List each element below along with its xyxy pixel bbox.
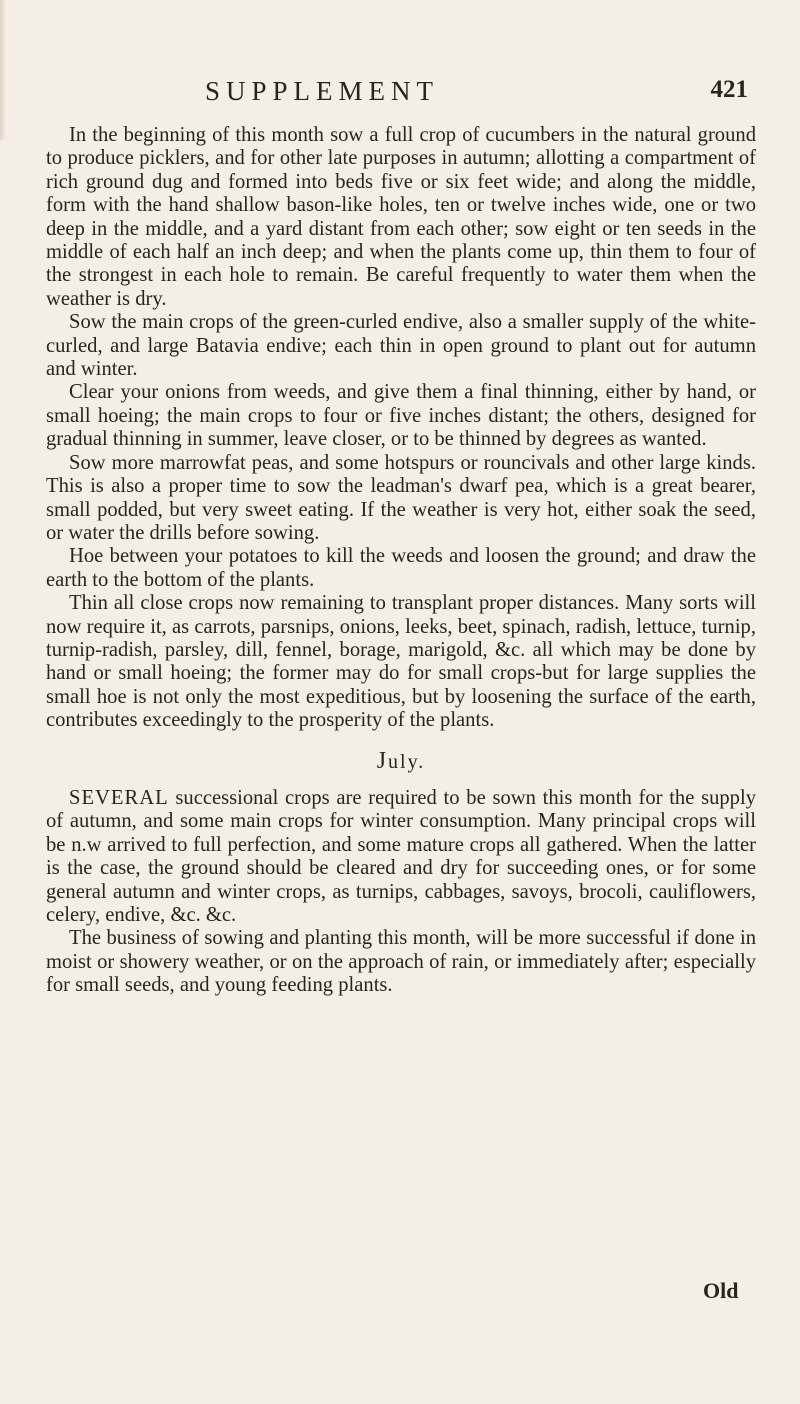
- page-edge-shadow: [0, 0, 6, 140]
- paragraph-sowing-business: [46, 927, 756, 997]
- section-heading-july: July.: [376, 747, 426, 774]
- catchword: Old: [703, 1278, 739, 1303]
- page-header: [0, 76, 800, 112]
- lead-word: SEVERAL: [69, 786, 169, 809]
- running-head: SUPPLEMENT: [205, 76, 440, 106]
- paragraph-thinning: Thin all close crops now remaining to transplant proper distances. Many sorts will now require it, as carrots, parsnips, onions, leeks, beet, spinach, radish, lettuce, turnip, turnip-radish, parsley, dill, fennel, borage, marigold, &c. all which may be done by hand or small hoeing; the former may do for small crops-but for large supplies the small hoe is not only the most expeditious, but by loosening the surface of the earth, contributes exceedingly to the prosperity of the plants.: [46, 592, 756, 732]
- body-text: [46, 124, 756, 998]
- paragraph-onions: Clear your onions from weeds, and give them a final thinning, either by hand, or small hoeing; the main crops to four or five inches distant; the others, designed for gradual thinning in summer, leave closer, or to be thinned by degrees as wanted.: [46, 381, 756, 451]
- paragraph-cucumbers: In the beginning of this month sow a full crop of cucumbers in the natural ground to produce picklers, and for other late purposes in autumn; allotting a compartment of rich ground dug and formed into beds five or six feet wide; and along the middle, form with the hand shallow bason-like holes, ten or twelve inches wide, one or two deep in the middle, and a yard distant from each other; sow eight or ten seeds in the middle of each half an inch deep; and when the plants come up, thin them to four of the strongest in each hole to remain. Be careful frequently to water them when the weather is dry.: [46, 124, 756, 310]
- page-number: 421: [710, 76, 748, 103]
- paragraph-potatoes: Hoe between your potatoes to kill the weeds and loosen the ground; and draw the earth to the bottom of the plants.: [46, 545, 756, 591]
- paragraph-text: The business of sowing and planting this month, will be more successful if done in moist or showery weather, or on the approach of rain, or immediately after; especially for small seeds, and young feeding plants.: [46, 927, 756, 997]
- paragraph-peas: Sow more marrowfat peas, and some hotspurs or rouncivals and other large kinds. This is also a proper time to sow the leadman's dwarf pea, which is a great bearer, small podded, but very sweet eating. If the weather is very hot, either soak the seed, or water the drills before sowing.: [46, 451, 756, 544]
- paragraph-endive: Sow the main crops of the green-curled endive, also a smaller supply of the white-curled, and large Batavia endive; each thin in open ground to plant out for autumn and winter.: [46, 311, 756, 381]
- paragraph-text: successional crops are required to be sown this month for the supply of autumn, and some main crops for winter consumption. Many principal crops will be n.w arrived to full perfection, and some mature crops all gathered. When the latter is the case, the ground should be cleared and dry for succeeding ones, or for some general autumn and winter crops, as turnips, cabbages, savoys, brocoli, cauliflowers, celery, endive, &c. &c.: [46, 786, 756, 926]
- paragraph-successional-crops: [46, 787, 756, 927]
